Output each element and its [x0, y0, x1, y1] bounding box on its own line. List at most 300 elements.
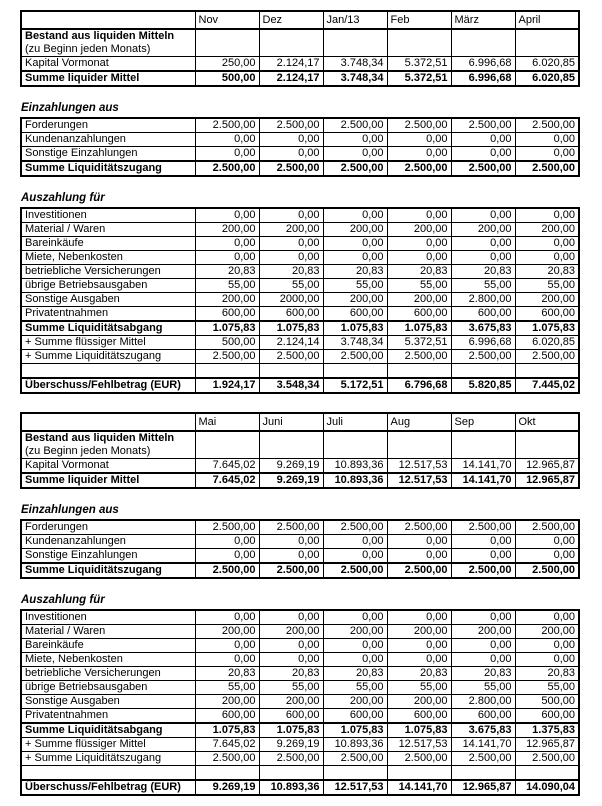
plan-block-mai-okt — [20, 412, 602, 796]
value-cell: 20,83 — [259, 265, 323, 279]
value-cell: 0,00 — [195, 639, 259, 653]
value-cell: 2.500,00 — [387, 161, 451, 176]
value-cell: 5.372,51 — [387, 71, 451, 86]
table-row — [21, 237, 579, 251]
value-cell: 6.020,85 — [515, 336, 579, 350]
table-row — [21, 223, 579, 237]
value-cell: 3.675,83 — [451, 723, 515, 738]
value-cell: 0,00 — [451, 535, 515, 549]
value-cell: 7.645,02 — [195, 738, 259, 752]
value-cell — [259, 766, 323, 781]
value-cell: 20,83 — [451, 265, 515, 279]
value-cell: 7.645,02 — [195, 459, 259, 474]
value-cell: 1.924,17 — [195, 378, 259, 393]
value-cell: 0,00 — [259, 549, 323, 564]
row-label: Überschuss/Fehlbetrag (EUR) — [21, 378, 195, 393]
value-cell — [323, 431, 387, 459]
value-cell: 600,00 — [515, 709, 579, 724]
value-cell: 5.372,51 — [387, 336, 451, 350]
value-cell: 0,00 — [323, 237, 387, 251]
value-cell: 3.748,34 — [323, 57, 387, 72]
value-cell: 0,00 — [515, 208, 579, 223]
value-cell: 600,00 — [515, 307, 579, 322]
table-row — [21, 321, 579, 336]
value-cell: 9.269,19 — [259, 738, 323, 752]
table-row — [21, 336, 579, 350]
value-cell: 0,00 — [195, 208, 259, 223]
value-cell — [451, 766, 515, 781]
value-cell: 0,00 — [323, 535, 387, 549]
value-cell: 7.645,02 — [195, 473, 259, 488]
row-label: Kundenanzahlungen — [21, 133, 195, 147]
value-cell: 0,00 — [259, 208, 323, 223]
value-cell: 0,00 — [515, 251, 579, 265]
value-cell: 600,00 — [195, 307, 259, 322]
table-row — [21, 667, 579, 681]
value-cell: 9.269,19 — [195, 780, 259, 795]
table-row — [21, 639, 579, 653]
value-cell: 2.800,00 — [451, 695, 515, 709]
row-label: Kapital Vormonat — [21, 459, 195, 474]
row-label: Kundenanzahlungen — [21, 535, 195, 549]
value-cell: 0,00 — [387, 639, 451, 653]
value-cell: 0,00 — [515, 639, 579, 653]
row-label: Investitionen — [21, 610, 195, 625]
value-cell: 2.500,00 — [195, 161, 259, 176]
value-cell: 2.500,00 — [323, 563, 387, 578]
row-label — [21, 766, 195, 781]
value-cell: 0,00 — [323, 549, 387, 564]
value-cell: 20,83 — [323, 265, 387, 279]
value-cell: 2.500,00 — [323, 161, 387, 176]
value-cell: 200,00 — [195, 293, 259, 307]
table-row — [21, 723, 579, 738]
row-label: Sonstige Ausgaben — [21, 695, 195, 709]
value-cell: 20,83 — [387, 265, 451, 279]
value-cell: 600,00 — [387, 307, 451, 322]
row-label: + Summe flüssiger Mittel — [21, 336, 195, 350]
row-label: + Summe Liquiditätszugang — [21, 350, 195, 364]
value-cell: 500,00 — [195, 336, 259, 350]
table-row — [21, 752, 579, 766]
value-cell — [515, 364, 579, 379]
row-label: betriebliche Versicherungen — [21, 667, 195, 681]
value-cell: 1.075,83 — [195, 321, 259, 336]
row-label: Miete, Nebenkosten — [21, 653, 195, 667]
section-title-einzahlungen: Einzahlungen aus — [21, 102, 119, 114]
value-cell: 0,00 — [259, 251, 323, 265]
row-label: Privatentnahmen — [21, 709, 195, 724]
value-cell — [515, 431, 579, 459]
value-cell: 600,00 — [323, 709, 387, 724]
row-label: Privatentnahmen — [21, 307, 195, 322]
value-cell: 2.500,00 — [451, 118, 515, 133]
opening-balance-caption-row — [21, 29, 579, 57]
value-cell: 20,83 — [387, 667, 451, 681]
value-cell: 6.020,85 — [515, 71, 579, 86]
value-cell: 6.996,68 — [451, 71, 515, 86]
value-cell: 1.075,83 — [515, 321, 579, 336]
value-cell: 20,83 — [195, 667, 259, 681]
table-row — [21, 307, 579, 322]
month-header-row — [21, 11, 579, 29]
row-label: + Summe flüssiger Mittel — [21, 738, 195, 752]
row-label: Kapital Vormonat — [21, 57, 195, 72]
value-cell — [515, 766, 579, 781]
value-cell: 200,00 — [515, 293, 579, 307]
value-cell: 20,83 — [323, 667, 387, 681]
row-label: Sonstige Einzahlungen — [21, 147, 195, 162]
value-cell: 20,83 — [515, 667, 579, 681]
spacer-row — [21, 766, 579, 781]
value-cell: 12.965,87 — [515, 473, 579, 488]
value-cell: 2.500,00 — [515, 752, 579, 766]
value-cell: 0,00 — [451, 237, 515, 251]
month-header: Feb — [387, 11, 451, 29]
value-cell: 200,00 — [451, 223, 515, 237]
value-cell: 2.500,00 — [387, 118, 451, 133]
value-cell: 55,00 — [515, 279, 579, 293]
value-cell: 0,00 — [259, 535, 323, 549]
value-cell: 200,00 — [387, 223, 451, 237]
value-cell: 0,00 — [387, 147, 451, 162]
value-cell: 0,00 — [451, 251, 515, 265]
value-cell: 1.075,83 — [259, 723, 323, 738]
row-label: übrige Betriebsausgaben — [21, 279, 195, 293]
value-cell: 0,00 — [515, 147, 579, 162]
value-cell: 1.075,83 — [323, 723, 387, 738]
value-cell: 6.796,68 — [387, 378, 451, 393]
value-cell — [387, 431, 451, 459]
value-cell: 10.893,36 — [323, 459, 387, 474]
value-cell: 0,00 — [259, 610, 323, 625]
value-cell: 0,00 — [195, 610, 259, 625]
opening-balance-caption — [21, 29, 195, 57]
value-cell: 2.500,00 — [387, 520, 451, 535]
einzahlungen-table — [20, 117, 580, 177]
table-row — [21, 71, 579, 86]
value-cell: 9.269,19 — [259, 459, 323, 474]
value-cell: 200,00 — [259, 695, 323, 709]
value-cell: 2.500,00 — [515, 350, 579, 364]
value-cell: 200,00 — [195, 223, 259, 237]
row-label: Investitionen — [21, 208, 195, 223]
opening-caption-line1: Bestand aus liquiden Mitteln — [25, 432, 175, 444]
value-cell: 6.996,68 — [451, 336, 515, 350]
row-label: Summe Liquiditätszugang — [21, 563, 195, 578]
value-cell: 0,00 — [195, 133, 259, 147]
table-row — [21, 625, 579, 639]
value-cell: 0,00 — [515, 549, 579, 564]
value-cell — [323, 29, 387, 57]
value-cell: 0,00 — [387, 133, 451, 147]
value-cell: 0,00 — [259, 639, 323, 653]
value-cell: 3.675,83 — [451, 321, 515, 336]
value-cell: 200,00 — [323, 293, 387, 307]
month-header: Jan/13 — [323, 11, 387, 29]
value-cell: 200,00 — [259, 223, 323, 237]
value-cell: 200,00 — [323, 625, 387, 639]
value-cell: 0,00 — [451, 653, 515, 667]
row-label: Material / Waren — [21, 625, 195, 639]
opening-balance-caption — [21, 431, 195, 459]
value-cell: 0,00 — [387, 237, 451, 251]
value-cell: 12.517,53 — [323, 780, 387, 795]
value-cell: 600,00 — [323, 307, 387, 322]
table-row — [21, 147, 579, 162]
value-cell: 600,00 — [195, 709, 259, 724]
month-header: Aug — [387, 413, 451, 431]
value-cell: 2.500,00 — [259, 161, 323, 176]
value-cell — [451, 29, 515, 57]
value-cell: 12.517,53 — [387, 473, 451, 488]
value-cell: 2.500,00 — [387, 563, 451, 578]
row-label — [21, 364, 195, 379]
value-cell: 12.517,53 — [387, 738, 451, 752]
value-cell: 20,83 — [451, 667, 515, 681]
table-row — [21, 695, 579, 709]
value-cell: 2.500,00 — [323, 520, 387, 535]
value-cell: 2.500,00 — [259, 118, 323, 133]
value-cell: 2.500,00 — [195, 752, 259, 766]
opening-balance-table — [20, 412, 580, 489]
value-cell: 0,00 — [323, 639, 387, 653]
spacer-row — [21, 364, 579, 379]
value-cell: 0,00 — [195, 653, 259, 667]
value-cell — [323, 364, 387, 379]
value-cell: 20,83 — [515, 265, 579, 279]
value-cell — [387, 29, 451, 57]
value-cell: 2.500,00 — [515, 161, 579, 176]
value-cell: 200,00 — [259, 625, 323, 639]
row-label: Summe Liquiditätsabgang — [21, 723, 195, 738]
value-cell: 0,00 — [387, 610, 451, 625]
value-cell: 0,00 — [323, 251, 387, 265]
value-cell: 0,00 — [259, 237, 323, 251]
value-cell: 14.141,70 — [451, 473, 515, 488]
value-cell: 0,00 — [515, 610, 579, 625]
value-cell: 7.445,02 — [515, 378, 579, 393]
table-row — [21, 133, 579, 147]
value-cell: 2.500,00 — [451, 350, 515, 364]
value-cell: 2.500,00 — [451, 161, 515, 176]
value-cell: 0,00 — [387, 208, 451, 223]
value-cell: 200,00 — [387, 695, 451, 709]
value-cell: 12.517,53 — [387, 459, 451, 474]
section-title-auszahlungen: Auszahlung für — [21, 594, 105, 606]
auszahlungen-table — [20, 207, 580, 394]
table-row — [21, 378, 579, 393]
value-cell: 1.075,83 — [387, 321, 451, 336]
value-cell: 55,00 — [195, 681, 259, 695]
value-cell: 0,00 — [387, 549, 451, 564]
value-cell: 2.500,00 — [387, 350, 451, 364]
table-row — [21, 473, 579, 488]
value-cell: 55,00 — [259, 681, 323, 695]
auszahlungen-table — [20, 609, 580, 796]
row-label: Sonstige Einzahlungen — [21, 549, 195, 564]
row-label: Miete, Nebenkosten — [21, 251, 195, 265]
value-cell: 0,00 — [451, 610, 515, 625]
month-header-row — [21, 413, 579, 431]
row-label: Sonstige Ausgaben — [21, 293, 195, 307]
value-cell: 5.820,85 — [451, 378, 515, 393]
value-cell: 55,00 — [451, 681, 515, 695]
row-label: betriebliche Versicherungen — [21, 265, 195, 279]
month-header: März — [451, 11, 515, 29]
table-row — [21, 520, 579, 535]
value-cell: 600,00 — [387, 709, 451, 724]
value-cell: 1.075,83 — [259, 321, 323, 336]
opening-caption-line1: Bestand aus liquiden Mitteln — [25, 30, 175, 42]
value-cell: 14.141,70 — [451, 738, 515, 752]
value-cell — [195, 364, 259, 379]
value-cell: 55,00 — [387, 279, 451, 293]
value-cell: 55,00 — [323, 279, 387, 293]
month-header: Okt — [515, 413, 579, 431]
value-cell: 2.500,00 — [387, 752, 451, 766]
month-header: Sep — [451, 413, 515, 431]
value-cell: 0,00 — [451, 133, 515, 147]
value-cell — [515, 29, 579, 57]
value-cell: 1.375,83 — [515, 723, 579, 738]
value-cell: 0,00 — [259, 147, 323, 162]
value-cell: 0,00 — [323, 133, 387, 147]
value-cell: 3.748,34 — [323, 71, 387, 86]
value-cell: 200,00 — [515, 625, 579, 639]
value-cell: 2.500,00 — [451, 563, 515, 578]
einzahlungen-table — [20, 519, 580, 579]
value-cell: 0,00 — [323, 653, 387, 667]
value-cell: 10.893,36 — [323, 738, 387, 752]
value-cell: 2.500,00 — [195, 118, 259, 133]
section-title-auszahlungen: Auszahlung für — [21, 192, 105, 204]
month-header: Nov — [195, 11, 259, 29]
value-cell: 0,00 — [259, 133, 323, 147]
value-cell: 6.020,85 — [515, 57, 579, 72]
value-cell: 2.500,00 — [195, 563, 259, 578]
section-title-einzahlungen: Einzahlungen aus — [21, 504, 119, 516]
value-cell: 600,00 — [451, 307, 515, 322]
value-cell: 200,00 — [451, 625, 515, 639]
value-cell: 0,00 — [387, 535, 451, 549]
value-cell: 55,00 — [195, 279, 259, 293]
value-cell: 2.500,00 — [515, 520, 579, 535]
value-cell: 2.124,14 — [259, 336, 323, 350]
value-cell: 0,00 — [387, 251, 451, 265]
opening-caption-line2: (zu Beginn jeden Monats) — [25, 43, 151, 55]
value-cell: 0,00 — [515, 237, 579, 251]
value-cell: 0,00 — [195, 147, 259, 162]
row-label: Material / Waren — [21, 223, 195, 237]
value-cell: 2.124,17 — [259, 71, 323, 86]
value-cell: 0,00 — [323, 208, 387, 223]
row-label: Summe Liquiditätszugang — [21, 161, 195, 176]
value-cell: 0,00 — [515, 653, 579, 667]
value-cell: 1.075,83 — [323, 321, 387, 336]
month-header: Mai — [195, 413, 259, 431]
table-row — [21, 251, 579, 265]
row-label: Summe Liquiditätsabgang — [21, 321, 195, 336]
value-cell: 0,00 — [515, 133, 579, 147]
value-cell: 0,00 — [515, 535, 579, 549]
value-cell: 2.500,00 — [259, 350, 323, 364]
value-cell: 0,00 — [259, 653, 323, 667]
value-cell: 6.996,68 — [451, 57, 515, 72]
value-cell: 500,00 — [195, 71, 259, 86]
value-cell: 0,00 — [451, 147, 515, 162]
value-cell — [451, 431, 515, 459]
row-label: Überschuss/Fehlbetrag (EUR) — [21, 780, 195, 795]
value-cell — [387, 364, 451, 379]
value-cell: 2.500,00 — [195, 350, 259, 364]
value-cell: 2000,00 — [259, 293, 323, 307]
value-cell: 0,00 — [195, 535, 259, 549]
value-cell — [259, 29, 323, 57]
value-cell: 500,00 — [515, 695, 579, 709]
value-cell: 200,00 — [323, 223, 387, 237]
value-cell: 55,00 — [323, 681, 387, 695]
value-cell: 2.800,00 — [451, 293, 515, 307]
table-row — [21, 535, 579, 549]
value-cell: 5.372,51 — [387, 57, 451, 72]
value-cell: 3.748,34 — [323, 336, 387, 350]
value-cell — [259, 431, 323, 459]
month-header: Juni — [259, 413, 323, 431]
value-cell: 20,83 — [195, 265, 259, 279]
value-cell: 9.269,19 — [259, 473, 323, 488]
row-label: übrige Betriebsausgaben — [21, 681, 195, 695]
table-row — [21, 161, 579, 176]
value-cell: 0,00 — [195, 549, 259, 564]
row-label: Summe liquider Mittel — [21, 473, 195, 488]
row-label: Bareinkäufe — [21, 639, 195, 653]
table-row — [21, 118, 579, 133]
value-cell: 2.500,00 — [515, 563, 579, 578]
value-cell: 14.090,04 — [515, 780, 579, 795]
value-cell: 600,00 — [259, 307, 323, 322]
month-header: April — [515, 11, 579, 29]
value-cell: 200,00 — [387, 293, 451, 307]
value-cell: 55,00 — [451, 279, 515, 293]
value-cell: 10.893,36 — [259, 780, 323, 795]
value-cell: 14.141,70 — [451, 459, 515, 474]
value-cell: 2.500,00 — [323, 752, 387, 766]
row-label: Summe liquider Mittel — [21, 71, 195, 86]
value-cell: 1.075,83 — [195, 723, 259, 738]
value-cell: 5.172,51 — [323, 378, 387, 393]
opening-caption-line2: (zu Beginn jeden Monats) — [25, 445, 151, 457]
opening-balance-table — [20, 10, 580, 87]
table-row — [21, 279, 579, 293]
value-cell: 2.500,00 — [515, 118, 579, 133]
value-cell: 600,00 — [451, 709, 515, 724]
value-cell: 0,00 — [451, 208, 515, 223]
row-label: Bareinkäufe — [21, 237, 195, 251]
value-cell: 0,00 — [323, 610, 387, 625]
value-cell: 2.500,00 — [323, 118, 387, 133]
value-cell: 12.965,87 — [515, 738, 579, 752]
value-cell: 55,00 — [387, 681, 451, 695]
value-cell: 12.965,87 — [515, 459, 579, 474]
table-row — [21, 350, 579, 364]
table-row — [21, 208, 579, 223]
value-cell: 2.500,00 — [259, 520, 323, 535]
value-cell: 2.500,00 — [451, 752, 515, 766]
table-row — [21, 293, 579, 307]
row-label: Forderungen — [21, 118, 195, 133]
value-cell: 12.965,87 — [451, 780, 515, 795]
